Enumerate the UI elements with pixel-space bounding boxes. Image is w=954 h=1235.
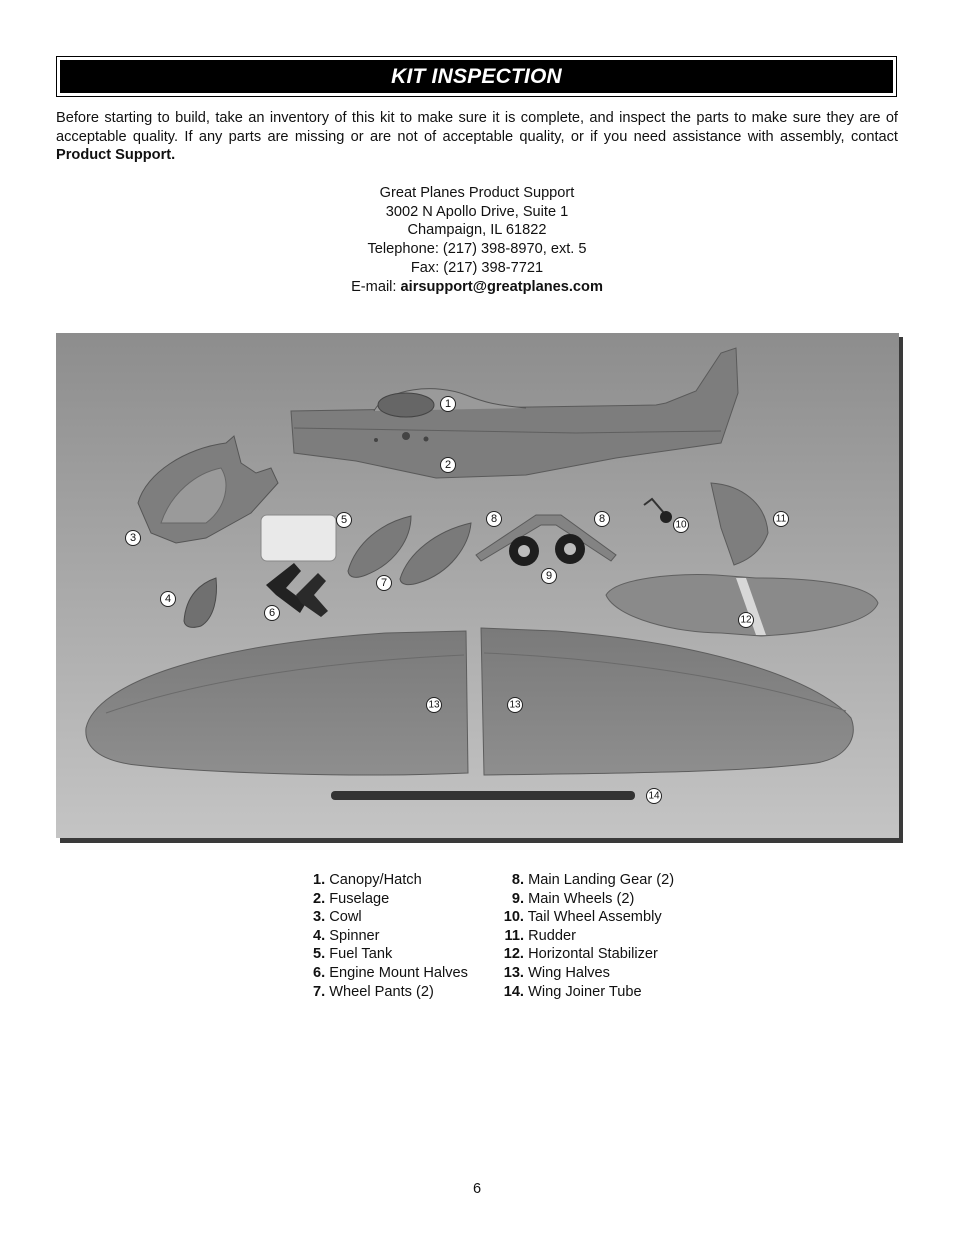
- list-item: [500, 890, 674, 909]
- callout-label: 2: [444, 459, 452, 471]
- callout-label: 13: [509, 699, 521, 711]
- list-item: [313, 871, 468, 890]
- address-line: Great Planes Product Support: [379, 185, 575, 201]
- callout-9: [542, 569, 557, 584]
- email-label: E-mail:: [351, 278, 401, 295]
- callout-3: [126, 531, 141, 546]
- list-item: [313, 908, 468, 927]
- section-header: [56, 56, 897, 97]
- part-number: 9.: [511, 890, 524, 907]
- address-line: 3002 N Apollo Drive, Suite 1: [385, 203, 569, 220]
- parts-list-left: [313, 871, 468, 1001]
- callout-1: [441, 397, 456, 412]
- part-name: Rudder: [528, 927, 576, 944]
- part-name: Fuselage: [329, 890, 390, 907]
- callout-5: [337, 513, 352, 528]
- part-number: 10.: [503, 909, 524, 926]
- part-name: Wheel Pants (2): [329, 983, 434, 1000]
- list-item: [500, 945, 674, 964]
- callout-label: 9: [545, 570, 553, 582]
- callout-7: [377, 576, 392, 591]
- callout-12: [739, 613, 754, 628]
- list-item: [313, 945, 468, 964]
- part-number: 1.: [313, 872, 326, 888]
- product-support-label: Product Support.: [56, 147, 176, 163]
- list-item: [500, 964, 674, 983]
- part-number: 13.: [503, 964, 524, 981]
- kit-parts-photo: [56, 333, 903, 843]
- list-item: [500, 927, 674, 946]
- part-number: 12.: [503, 946, 524, 963]
- callout-4: [161, 592, 176, 607]
- callout-label: 13: [428, 699, 440, 711]
- page-number: 6: [472, 1181, 482, 1197]
- part-name: Tail Wheel Assembly: [527, 909, 662, 926]
- callout-label: 1: [444, 398, 452, 410]
- part-number: 4.: [313, 927, 326, 944]
- part-name: Wing Halves: [528, 964, 610, 981]
- callout-8b: [595, 512, 610, 527]
- list-item: [500, 983, 674, 1002]
- callout-8a: [487, 512, 502, 527]
- photo-frame: [56, 333, 899, 838]
- address-email-line: [0, 278, 954, 297]
- intro-paragraph: [56, 109, 898, 165]
- joiner-tube-shape: [331, 791, 635, 800]
- section-title: KIT INSPECTION: [60, 60, 893, 93]
- email-address[interactable]: airsupport@greatplanes.com: [400, 278, 603, 295]
- part-name: Canopy/Hatch: [329, 872, 422, 888]
- callout-label: 8: [490, 513, 498, 525]
- list-item: [313, 964, 468, 983]
- part-name: Main Wheels (2): [528, 890, 635, 907]
- part-number: 5.: [313, 946, 326, 963]
- part-number: 3.: [313, 909, 326, 926]
- list-item: [313, 983, 468, 1002]
- list-item: [313, 890, 468, 909]
- callout-6: [265, 606, 280, 621]
- kit-parts-illustration: [56, 333, 899, 838]
- address-phone: Telephone: (217) 398-8970, ext. 5: [367, 241, 587, 258]
- parts-list-right: [500, 871, 674, 1001]
- part-number: 11.: [504, 927, 524, 944]
- callout-label: 4: [164, 593, 172, 605]
- callout-label: 11: [775, 513, 787, 525]
- callout-13a: [427, 698, 442, 713]
- callout-label: 8: [598, 513, 606, 525]
- part-name: Main Landing Gear (2): [528, 872, 675, 888]
- list-item: [313, 927, 468, 946]
- callout-label: 3: [129, 532, 137, 544]
- callout-label: 6: [268, 607, 276, 619]
- list-item: [500, 871, 674, 890]
- callout-label: 14: [648, 790, 660, 802]
- fuel-tank-shape: [261, 515, 336, 561]
- part-number: 7.: [313, 983, 326, 1000]
- callout-label: 12: [740, 614, 752, 626]
- address-fax: Fax: (217) 398-7721: [410, 259, 544, 276]
- part-name: Engine Mount Halves: [329, 964, 468, 981]
- callout-13b: [508, 698, 523, 713]
- part-name: Spinner: [329, 927, 380, 944]
- callout-label: 7: [380, 577, 388, 589]
- address-line: Champaign, IL 61822: [407, 222, 547, 239]
- callout-10: [674, 518, 689, 533]
- part-name: Cowl: [329, 909, 362, 926]
- callout-2: [441, 458, 456, 473]
- callout-label: 10: [675, 519, 687, 531]
- intro-text: Before starting to build, take an inventory of this kit to make sure it is complete, and inspect the parts to make sure they are of acceptable quality. If any parts are missing or are not of acceptable quality, or if you need assistance with assembly, contact: [56, 110, 898, 145]
- part-name: Horizontal Stabilizer: [528, 946, 658, 963]
- callout-14: [647, 789, 662, 804]
- part-number: 6.: [313, 964, 326, 981]
- part-number: 2.: [313, 890, 326, 907]
- callout-label: 5: [340, 514, 348, 526]
- callout-11: [774, 512, 789, 527]
- part-number: 14.: [503, 983, 524, 1000]
- part-name: Fuel Tank: [329, 946, 393, 963]
- support-address: [0, 184, 954, 296]
- part-name: Wing Joiner Tube: [528, 983, 642, 1000]
- part-number: 8.: [511, 872, 524, 888]
- list-item: [500, 908, 674, 927]
